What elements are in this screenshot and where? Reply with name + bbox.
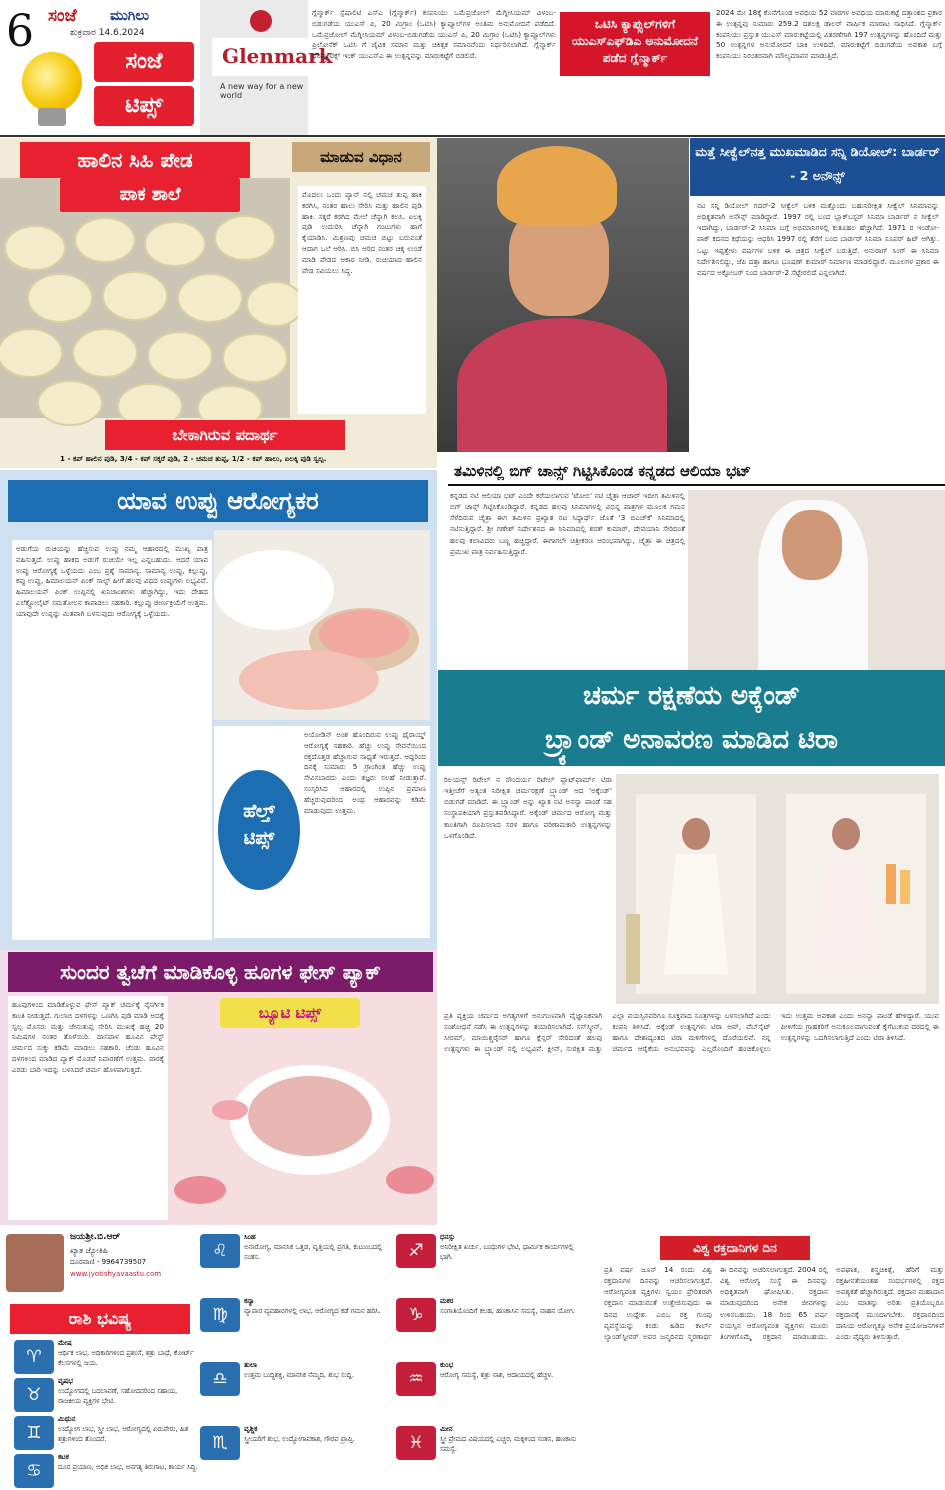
- glenmark-advert: [200, 0, 333, 135]
- horoscope-section: [0, 1228, 600, 1490]
- astrologer-name: ಜಯಶ್ರೀ.ಬಿ.ಆರ್: [70, 1232, 121, 1242]
- issue-date: ಶುಕ್ರವಾರ 14.6.2024: [70, 28, 145, 38]
- section-label-tips: ಟಿಪ್ಸ್: [94, 86, 194, 126]
- zodiac-sign-12: [392, 1424, 582, 1486]
- tamil-headline: ತಮಿಳಿನಲ್ಲಿ ಬಿಗ್ ಚಾನ್ಸ್ ಗಿಟ್ಟಿಸಿಕೊಂಡ ಕನ್ನಡದ ಆಲಿಯಾ ಭಟ್: [448, 456, 945, 486]
- glenmark-logo: [212, 38, 333, 76]
- zodiac-sign-prediction: ಆರ್ಥಿಕ ಲಾಭ, ಅಧಿಕಾರಿಗಳಿಂದ ಪ್ರಶಂಸೆ, ಶತ್ರು ಬಾಧೆ, ಕೋರ್ಟ್ ಕೆಲಸಗಳಲ್ಲಿ ಜಯ.: [58, 1349, 194, 1367]
- zodiac-sign-prediction: ಉದ್ಯೋಗದಲ್ಲಿ ಬದಲಾವಣೆ, ಸಹೋದರರಿಂದ ಸಹಾಯ, ರಾಜಕೀಯ ವ್ಯಕ್ತಿಗಳ ಭೇಟಿ.: [58, 1387, 178, 1405]
- zodiac-sign-3: [10, 1414, 200, 1452]
- zodiac-glyph-icon: ♒: [396, 1362, 436, 1396]
- recipe-method-text: ಮೊದಲು ಒಂದು ಪ್ಯಾನ್ ನಲ್ಲಿ ಚಮಚ ತುಪ್ಪ ಹಾಕಿ ಕರಗಿಸಿ, ನಂತರ ಹಾಲು ಸೇರಿಸಿ ಮತ್ತು ಹಾಲಿನ ಪುಡಿ ಹಾಕಿ. ಸಕ್ಕರೆ ಕರಗಿದ ಮೇಲೆ ಚೆನ್ನಾಗಿ ಕಲಸಿ. ಏಲಕ್ಕಿ ಪುಡಿ ಉದುರಿಸಿ ಚೆನ್ನಾಗಿ ಗಂಟುಗಳು ಹಾಗೆ ಕೈಯಾಡಿಸಿ. ಮಿಶ್ರಣವು ಚಮಚ ಬಿಟ್ಟು ಬರುವಂತೆ ಆದಾಗ ಒಲೆ ಆರಿಸಿ. ಬಿಸಿ ಆರಿದ ನಂತರ ಚಿಕ್ಕ ಉಂಡೆ ಮಾಡಿ ಪೇಡದ ಆಕಾರ ನೀಡಿ. ರುಚಿಯಾದ ಹಾಲಿನ ಪೇಡ ಸವಿಯಲು ಸಿದ್ಧ.: [298, 186, 426, 414]
- salt-photo: [214, 530, 430, 720]
- zodiac-sign-name: ಕಟಕ: [58, 1453, 69, 1461]
- health-tips-badge: [218, 770, 300, 890]
- actress-face: [782, 510, 842, 580]
- zodiac-sign-prediction: ಅನಾರೋಗ್ಯ, ಮಾನಸಿಕ ಒತ್ತಡ, ವೃತ್ತಿಯಲ್ಲಿ ಪ್ರಗತಿ, ಕುಟುಂಬದಲ್ಲಿ ಸಂತಸ.: [244, 1243, 383, 1261]
- zodiac-sign-4: [10, 1452, 200, 1490]
- blood-donor-article: ಪ್ರತಿ ವರ್ಷ ಜೂನ್ 14 ರಂದು ವಿಶ್ವ ರಕ್ತದಾನಿಗಳ ದಿನವನ್ನು ಆಚರಿಸಲಾಗುತ್ತದೆ. ಆರೋಗ್ಯವಂತ ವ್ಯಕ್ತಿಗಳು ಸ್ವಯಂ ಪ್ರೇರಿತರಾಗಿ ರಕ್ತದಾನ ಮಾಡುವಂತೆ ಉತ್ತೇಜಿಸುವುದು ಈ ದಿನದ ಉದ್ದೇಶ. ಎಬಿಒ ರಕ್ತ ಗುಂಪು ವ್ಯವಸ್ಥೆಯನ್ನು ಕಂಡು ಹಿಡಿದ ಕಾರ್ಲ್ ಲ್ಯಾಂಡ್‌ಸ್ಟೀನರ್ ಅವರ ಜನ್ಮದಿನದ ಸ್ಮರಣಾರ್ಥ ಈ ದಿನವನ್ನು ಆಚರಿಸಲಾಗುತ್ತದೆ. 2004 ರಲ್ಲಿ ವಿಶ್ವ ಆರೋಗ್ಯ ಸಂಸ್ಥೆ ಈ ದಿನವನ್ನು ಅಧಿಕೃತವಾಗಿ ಘೋಷಿಸಿತು. ರಕ್ತದಾನ ಮಾಡುವುದರಿಂದ ಅನೇಕ ಜೀವಗಳನ್ನು ಉಳಿಸಬಹುದು. 18 ರಿಂದ 65 ವರ್ಷ ವಯಸ್ಸಿನ ಆರೋಗ್ಯವಂತ ವ್ಯಕ್ತಿಗಳು ಮೂರು ತಿಂಗಳಿಗೊಮ್ಮೆ ರಕ್ತದಾನ ಮಾಡಬಹುದು. ಅಪಘಾತ, ಶಸ್ತ್ರಚಿಕಿತ್ಸೆ, ಹೆರಿಗೆ ಮತ್ತು ರಕ್ತಹೀನತೆಯಂತಹ ಸಂದರ್ಭಗಳಲ್ಲಿ ರಕ್ತದ ಅವಶ್ಯಕತೆ ಹೆಚ್ಚಾಗಿರುತ್ತದೆ. ರಕ್ತದಾನ ಮಹಾದಾನ ಎಂಬ ಮಾತನ್ನು ಅರಿತು ಪ್ರತಿಯೊಬ್ಬರೂ ರಕ್ತದಾನಕ್ಕೆ ಮುಂದಾಗಬೇಕು. ರಕ್ತದಾನದಿಂದ ದಾನಿಯ ಆರೋಗ್ಯಕ್ಕೂ ಅನೇಕ ಪ್ರಯೋಜನಗಳಿವೆ ಎಂದು ವೈದ್ಯರು ತಿಳಿಸುತ್ತಾರೆ.: [604, 1265, 944, 1341]
- zodiac-sign-prediction: ಸ್ತ್ರೀಯರಿಗೆ ಶುಭ, ಉದ್ಯೋಗಾವಕಾಶ, ಗೌರವ ಪ್ರಾಪ್ತಿ.: [244, 1435, 355, 1443]
- astrologer-title: ಖ್ಯಾತ ಜ್ಯೋತಿಷಿ: [70, 1246, 108, 1255]
- zodiac-glyph-icon: ♐: [396, 1234, 436, 1268]
- zodiac-sign-name: ಮಿಥುನ: [58, 1415, 76, 1423]
- facepack-text: ಹೂವುಗಳಿಂದ ಮಾಡಿಕೊಳ್ಳುವ ಫೇಸ್ ಪ್ಯಾಕ್ ಚರ್ಮಕ್ಕೆ ನೈಸರ್ಗಿಕ ಕಾಂತಿ ನೀಡುತ್ತದೆ. ಗುಲಾಬಿ ದಳಗಳನ್ನು ಒಣಗಿಸಿ ಪುಡಿ ಮಾಡಿ ಅದಕ್ಕೆ ಸ್ವಲ್ಪ ಮೊಸರು ಮತ್ತು ಜೇನುತುಪ್ಪ ಸೇರಿಸಿ ಮುಖಕ್ಕೆ ಹಚ್ಚಿ 20 ನಿಮಿಷಗಳ ನಂತರ ತೊಳೆಯಿರಿ. ದಾಸವಾಳ ಹೂವಿನ ಪೇಸ್ಟ್ ಚರ್ಮದ ಸುಕ್ಕು ಕಡಿಮೆ ಮಾಡಲು ಸಹಕಾರಿ. ಚೆಂಡು ಹೂವಿನ ದಳಗಳಿಂದ ಮಾಡಿದ ಪ್ಯಾಕ್ ಮೊಡವೆ ನಿವಾರಣೆಗೆ ಉತ್ತಮ. ವಾರಕ್ಕೆ ಎರಡು ಬಾರಿ ಇದನ್ನು ಬಳಸಿದರೆ ಚರ್ಮ ಹೊಳಪಾಗುತ್ತದೆ.: [8, 996, 168, 1220]
- brand-suffix: ಮುಗಿಲು: [110, 8, 149, 24]
- zodiac-sign-11: [392, 1360, 582, 1422]
- astrologer-website[interactable]: www.jyotishyavaastu.com: [70, 1270, 162, 1278]
- zodiac-sign-prediction: ಉದ್ಯೋಗ ಲಾಭ, ಸ್ತ್ರೀ ಲಾಭ, ಆರೋಗ್ಯದಲ್ಲಿ ಏರುಪೇರು, ಹಿತ ಶತ್ರುಗಳಿಂದ ತೊಂದರೆ.: [58, 1425, 189, 1443]
- skincare-body: ಪ್ರತಿ ವ್ಯಕ್ತಿಯ ಚರ್ಮದ ಅಗತ್ಯಗಳಿಗೆ ಅನುಗುಣವಾಗಿ ವೈಜ್ಞಾನಿಕವಾಗಿ ಸಂಶೋಧನೆ ನಡೆಸಿ ಈ ಉತ್ಪನ್ನಗಳನ್ನು ತಯಾರಿಸಲಾಗಿದೆ. ಸನ್‌ಸ್ಕ್ರೀನ್, ಸೀರಮ್, ಮಾಯಿಶ್ಚರೈಸರ್ ಹಾಗೂ ಕ್ಲೆನ್ಸರ್ ಸೇರಿದಂತೆ ಹಲವು ಉತ್ಪನ್ನಗಳು ಈ ಬ್ರ್ಯಾಂಡ್ ನಲ್ಲಿ ಲಭ್ಯವಿವೆ. ಕ್ಲೀನ್, ಸುರಕ್ಷಿತ ಮತ್ತು ಎಲ್ಲಾ ವಯಸ್ಸಿನವರಿಗೂ ಸೂಕ್ತವಾದ ಸೂತ್ರಗಳನ್ನು ಬಳಸಲಾಗಿದೆ ಎಂದು ಕಂಪನಿ ತಿಳಿಸಿದೆ. ಅಕ್ಕೆಂಡ್ ಉತ್ಪನ್ನಗಳು ಟಿರಾ ಆಪ್, ವೆಬ್‌ಸೈಟ್ ಹಾಗೂ ದೇಶಾದ್ಯಂತದ ಟಿರಾ ಮಳಿಗೆಗಳಲ್ಲಿ ದೊರೆಯಲಿವೆ. ನನ್ನ ಚರ್ಮದ ಆರೈಕೆಯ ಅನುಭವವನ್ನು ಎಲ್ಲರೊಂದಿಗೆ ಹಂಚಿಕೊಳ್ಳಲು ಇದು ಉತ್ತಮ ಅವಕಾಶ ಎಂದು ಅನನ್ಯಾ ಪಾಂಡೆ ಹೇಳಿದ್ದಾರೆ. ಯುವ ಪೀಳಿಗೆಯ ಗ್ರಾಹಕರಿಗೆ ಅನುಕೂಲವಾಗುವಂತೆ ಕೈಗೆಟುಕುವ ದರದಲ್ಲಿ ಈ ಉತ್ಪನ್ನಗಳನ್ನು ಒದಗಿಸಲಾಗುತ್ತಿದೆ ಎಂದು ಟಿರಾ ತಿಳಿಸಿದೆ.: [444, 1011, 939, 1054]
- zodiac-sign-8: [196, 1424, 386, 1486]
- pink-salt-image: [214, 530, 430, 720]
- salt-title: ಯಾವ ಉಪ್ಪು ಆರೋಗ್ಯಕರ: [8, 480, 428, 522]
- zodiac-sign-prediction: ಆರೋಗ್ಯ ಸಮಸ್ಯೆ, ಶತ್ರು ನಾಶ, ಆದಾಯದಲ್ಲಿ ಹೆಚ್ಚಳ.: [440, 1371, 554, 1379]
- zodiac-glyph-icon: ♈: [14, 1340, 54, 1374]
- zodiac-sign-prediction: ಅನಿರೀಕ್ಷಿತ ಖರ್ಚು, ಬಂಧುಗಳ ಭೇಟಿ, ಧಾರ್ಮಿಕ ಕಾರ್ಯಗಳಲ್ಲಿ ಭಾಗಿ.: [440, 1243, 574, 1261]
- method-title: ಮಾಡುವ ವಿಧಾನ: [292, 142, 430, 172]
- zodiac-sign-9: [392, 1232, 582, 1294]
- skincare-section: [438, 670, 945, 1225]
- tamil-article-text: ಕನ್ನಡದ ನಟಿ ಆಲಿಯಾ ಭಟ್ ಎಂದೇ ಕರೆಯಲಾಗುವ 'ಟೋಬಿ' ನಟಿ ಚೈತ್ರಾ ಆಚಾರ್ ಇದೀಗ ತಮಿಳಿನಲ್ಲಿ ಬಿಗ್ ಚಾನ್ಸ್ ಗಿಟ್ಟಿಸಿಕೊಂಡಿದ್ದಾರೆ. ಕನ್ನಡದ ಹಲವು ಸಿನಿಮಾಗಳಲ್ಲಿ ವಿಭಿನ್ನ ಪಾತ್ರಗಳ ಮೂಲಕ ಗಮನ ಸೆಳೆದಿರುವ ಚೈತ್ರಾ ಈಗ ತಮಿಳಿನ ಪ್ರಖ್ಯಾತ ನಟ ಸಿದ್ಧಾರ್ಥ್ ಜೊತೆ '3 ಬಿಎಚ್‌ಕೆ' ಸಿನಿಮಾದಲ್ಲಿ ನಟಿಸುತ್ತಿದ್ದಾರೆ. ಶ್ರೀ ಗಣೇಶ್ ನಿರ್ದೇಶನದ ಈ ಸಿನಿಮಾದಲ್ಲಿ ಶರತ್ ಕುಮಾರ್, ದೇವಯಾನಿ ಸೇರಿದಂತೆ ಹಲವು ಕಲಾವಿದರು ಬಣ್ಣ ಹಚ್ಚಿದ್ದಾರೆ. ಈಗಾಗಲೇ ಚಿತ್ರೀಕರಣ ಆರಂಭವಾಗಿದ್ದು, ಚೈತ್ರಾ ಈ ಚಿತ್ರದಲ್ಲಿ ಪ್ರಮುಖ ಪಾತ್ರ ನಿರ್ವಹಿಸುತ್ತಿದ್ದಾರೆ.: [450, 491, 685, 556]
- zodiac-glyph-icon: ♍: [200, 1298, 240, 1332]
- zodiac-glyph-icon: ♉: [14, 1378, 54, 1412]
- zodiac-sign-prediction: ದೂರ ಪ್ರಯಾಣ, ಅಧಿಕ ಲಾಭ, ಅನಗತ್ಯ ತಿರುಗಾಟ, ಕಾರ್ಯ ಸಿದ್ಧಿ.: [58, 1463, 198, 1471]
- brand-name: ಸಂಜೆ: [48, 6, 77, 26]
- top-news-article: [312, 4, 942, 135]
- glenmark-logo-icon: [250, 10, 272, 32]
- skincare-launch-photo: [616, 774, 939, 1004]
- lightbulb-icon: [22, 52, 82, 112]
- skincare-title-line1: ಚರ್ಮ ರಕ್ಷಣೆಯ ಅಕ್ಕೆಂಡ್: [583, 681, 800, 711]
- zodiac-sign-name: ಸಿಂಹ: [244, 1233, 256, 1241]
- zodiac-sign-1: [10, 1338, 200, 1376]
- skincare-title: [438, 670, 945, 766]
- zodiac-sign-name: ಮೀನ: [440, 1425, 453, 1433]
- ingredients-list: 1 - ಕಪ್ ಹಾಲಿನ ಪುಡಿ, 3/4 - ಕಪ್ ಸಕ್ಕರೆ ಪುಡಿ, 2 - ಚಮಚ ತುಪ್ಪ, 1/2 - ಕಪ್ ಹಾಲು, ಏಲಕ್ಕಿ ಪುಡಿ ಸ್ವಲ್ಪ.: [60, 454, 327, 463]
- sunny-headline: ಮತ್ತೆ ಸೀಕ್ವೆಲ್‌ನತ್ತ ಮುಖಮಾಡಿದ ಸನ್ನಿ ಡಿಯೋಲ್: ಬಾರ್ಡರ್ - 2 ಅನೌನ್ಸ್: [690, 138, 945, 196]
- recipe-title: ಹಾಲಿನ ಸಿಹಿ ಪೇಡ: [20, 142, 250, 178]
- milk-peda-image: [0, 178, 290, 418]
- zodiac-glyph-icon: ♎: [200, 1362, 240, 1396]
- zodiac-sign-prediction: ಸಂಗಾತಿಯೊಂದಿಗೆ ಕಲಹ, ಹಣಕಾಸಿನ ಸಮಸ್ಯೆ, ವಾಹನ ಯೋಗ.: [440, 1307, 575, 1315]
- skincare-title-line2: ಬ್ರ್ಯಾಂಡ್ ಅನಾವರಣ ಮಾಡಿದ ಟಿರಾ: [545, 725, 838, 755]
- zodiac-sign-prediction: ಉತ್ತಮ ಬುದ್ಧಿಶಕ್ತಿ, ಮಾನಸಿಕ ನೆಮ್ಮದಿ, ಶುಭ ಸುದ್ದಿ.: [244, 1371, 354, 1379]
- zodiac-sign-name: ಮೇಷ: [58, 1339, 72, 1347]
- shirt-shape: [457, 318, 667, 452]
- zodiac-sign-prediction: ವ್ಯಾಪಾರ ವ್ಯವಹಾರಗಳಲ್ಲಿ ಲಾಭ, ಆರೋಗ್ಯದ ಕಡೆ ಗಮನ ಹರಿಸಿ.: [244, 1307, 381, 1315]
- top-news-left-text: ಗ್ಲೆನ್ಮಾರ್ಕ್ ಸ್ಪೆಷಾಲಿಟಿ ಎಸ್‌ಎ (ಗ್ಲೆನ್ಮಾರ್ಕ್) ಕಂಪನಿಯು ಒಮೆಪ್ರಜೋಲ್ ಮೆಗ್ನೀಸಿಯಮ್ ವಿಳಂಬ-ಬಿಡುಗಡೆಯ ಯುಎಸ್ ಪಿ, 20 ಮಿಗ್ರಾಂ (ಒಟಿಸಿ) ಕ್ಯಾಪ್ಸೂಲ್‌ಗಳ ಅಂತಿಮ ಅನುಮೋದನೆ ಪಡೆದಿದೆ. ಒಮೆಪ್ರಜೋಲ್ ಮೆಗ್ನೀಸಿಯಮ್ ವಿಳಂಬ-ಬಿಡುಗಡೆಯ ಯುಎಸ್ ಪಿ, 20 ಮಿಗ್ರಾಂ (ಒಟಿಸಿ) ಕ್ಯಾಪ್ಸೂಲ್‌ಗಳು ಪ್ರಿಲೋಸೆಕ್ ಒಟಿಸಿ ಗೆ ಜೈವಿಕ ಸಮಾನ ಮತ್ತು ಚಿಕಿತ್ಸಕ ಸಮಾನವೆಂದು ನಿರ್ಧರಿಸಲಾಗಿದೆ. ಗ್ಲೆನ್ಮಾರ್ಕ್ ಥೆರಪ್ಯೂಟಿಕ್ಸ್ ಇಂಕ್ ಯುಎಸ್‌ಎ ಈ ಉತ್ಪನ್ನವನ್ನು ಮಾರುಕಟ್ಟೆಗೆ ಬಿಡಲಿದೆ.: [312, 8, 556, 61]
- sunny-deol-photo: [437, 138, 689, 452]
- astrologer-phone: ದೂರವಾಣಿ - 9964739507: [70, 1258, 147, 1266]
- sunny-article-text: ನಟ ಸನ್ನಿ ಡಿಯೋಲ್ ಗದರ್-2 ಸೀಕ್ವೆಲ್ ಬಳಿಕ ಮತ್ತೊಂದು ಬಹುನಿರೀಕ್ಷಿತ ಸೀಕ್ವೆಲ್ ಸಿನಿಮಾವನ್ನು ಅಧಿಕೃತವಾಗಿ ಅನೌನ್ಸ್ ಮಾಡಿದ್ದಾರೆ. 1997 ರಲ್ಲಿ ಬಂದ ಬ್ಲಾಕ್‌ಬಸ್ಟರ್ ಸಿನಿಮಾ ಬಾರ್ಡರ್ ನ ಸೀಕ್ವೆಲ್ ಇದಾಗಿದ್ದು, ಬಾರ್ಡರ್-2 ಸಿನಿಮಾ ಬಗ್ಗೆ ಅಭಿಮಾನಿಗಳಲ್ಲಿ ಕುತೂಹಲ ಹೆಚ್ಚಾಗಿದೆ. 1971 ರ ಇಂಡೋ-ಪಾಕ್ ಕದನದ ಕಥೆಯನ್ನು ಆಧರಿಸಿ 1997 ರಲ್ಲಿ ತೆರೆಗೆ ಬಂದ ಬಾರ್ಡರ್ ಸಿನಿಮಾ ಸೂಪರ್ ಹಿಟ್ ಆಗಿತ್ತು. ಒಟ್ಟು ಇಪ್ಪತ್ತೇಳು ವರ್ಷಗಳ ಬಳಿಕ ಈ ಚಿತ್ರದ ಸೀಕ್ವೆಲ್ ಬರುತ್ತಿದೆ. ಅನುರಾಗ್ ಸಿಂಗ್ ಈ ಸಿನಿಮಾ ನಿರ್ದೇಶಿಸಲಿದ್ದು, ಜೆಪಿ ದತ್ತಾ ಹಾಗೂ ಭೂಷಣ್ ಕುಮಾರ್ ನಿರ್ಮಾಣ ಮಾಡಲಿದ್ದಾರೆ. ಮೂಲಗಳ ಪ್ರಕಾರ ಈ ವರ್ಷದ ಅಕ್ಟೋಬರ್ ನಿಂದ ಬಾರ್ಡರ್-2 ಸೆಟ್ಟೇರಲಿದೆ ಎನ್ನಲಾಗಿದೆ.: [697, 201, 939, 277]
- page-number: 6: [6, 6, 34, 57]
- facepack-title: ಸುಂದರ ತ್ವಚೆಗೆ ಮಾಡಿಕೊಳ್ಳಿ ಹೂಗಳ ಫೇಸ್ ಪ್ಯಾಕ್: [8, 952, 433, 992]
- zodiac-sign-prediction: ಸ್ತ್ರೀ ಪ್ರೇಮದ ವಿಷಯದಲ್ಲಿ ಎಚ್ಚರ, ಮಕ್ಕಳಿಂದ ಸಂತಸ, ಹಣಕಾಸು ಸಮಸ್ಯೆ.: [440, 1435, 577, 1453]
- horoscope-title: ರಾಶಿ ಭವಿಷ್ಯ: [10, 1304, 190, 1334]
- masthead: [0, 0, 200, 135]
- zodiac-glyph-icon: ♑: [396, 1298, 436, 1332]
- actress-photo: [688, 490, 945, 670]
- zodiac-glyph-icon: ♊: [14, 1416, 54, 1450]
- zodiac-sign-10: [392, 1296, 582, 1358]
- top-news-headline: ಒಟಿಸಿ ಕ್ಯಾಪ್ಸುಲ್‌ಗಳಿಗೆ ಯುಎಸ್‌ಎಫ್‌ಡಿಎ ಅನುಮೋದನೆ ಪಡೆದ ಗ್ಲೆನ್ಮಾರ್ಕ್: [560, 12, 710, 76]
- recipe-photo: [0, 178, 290, 418]
- turban-shape: [497, 146, 617, 226]
- zodiac-sign-name: ತುಲಾ: [244, 1361, 257, 1369]
- zodiac-glyph-icon: ♏: [200, 1426, 240, 1460]
- recipe-section: [0, 138, 437, 468]
- beauty-tips-label: ಬ್ಯೂಟಿ ಟಿಪ್ಸ್: [220, 998, 360, 1028]
- section-label-sanje: ಸಂಜೆ: [94, 42, 194, 82]
- zodiac-sign-2: [10, 1376, 200, 1414]
- health-badge-line1: ಹೆಲ್ತ್: [243, 801, 275, 822]
- blood-donor-title: ವಿಶ್ವ ರಕ್ತದಾನಿಗಳ ದಿನ: [660, 1236, 810, 1260]
- zodiac-sign-name: ಧನಸ್ಸು: [440, 1233, 456, 1241]
- kitchen-label: ಪಾಕ ಶಾಲೆ: [60, 178, 240, 212]
- salt-section: [0, 470, 437, 950]
- zodiac-sign-name: ಕುಂಭ: [440, 1361, 454, 1369]
- zodiac-sign-7: [196, 1360, 386, 1422]
- astrologer-photo: [6, 1234, 64, 1292]
- zodiac-sign-6: [196, 1296, 386, 1358]
- zodiac-sign-name: ವೃಷಭ: [58, 1377, 73, 1385]
- lightbulb-base-icon: [38, 108, 66, 126]
- top-news-right-text: 2024 ಮೇ 18ಕ್ಕೆ ಕೊನೆಗೊಂಡ ಅವಧಿಯ 52 ವಾರಗಳ ಅವಧಿಯ ಮಾರುಕಟ್ಟೆ ದತ್ತಾಂಶದ ಪ್ರಕಾರ ಈ ಉತ್ಪನ್ನವು ಸುಮಾರು 259.2 ದಶಲಕ್ಷ ಡಾಲರ್ ವಾರ್ಷಿಕ ಮಾರಾಟ ಸಾಧಿಸಿದೆ. ಗ್ಲೆನ್ಮಾರ್ಕ್ ಕಂಪನಿಯು ಪ್ರಸ್ತುತ ಯುಎಸ್ ಮಾರುಕಟ್ಟೆಯಲ್ಲಿ ವಿತರಣೆಗಾಗಿ 197 ಉತ್ಪನ್ನಗಳನ್ನು ಹೊಂದಿದೆ ಮತ್ತು 50 ಉತ್ಪನ್ನಗಳ ಅನುಮೋದನೆ ಬಾಕಿ ಉಳಿದಿದೆ. ಮಾರುಕಟ್ಟೆಗೆ ಬಿಡುಗಡೆಯ ಅವಕಾಶ ಬಗ್ಗೆ ಕಂಪನಿಯು ನಿರಂತರವಾಗಿ ಮೌಲ್ಯಮಾಪನ ಮಾಡುತ್ತಿದೆ.: [716, 8, 942, 61]
- health-badge-line2: ಟಿಪ್ಸ್: [243, 828, 275, 849]
- zodiac-sign-name: ವೃಶ್ಚಿಕ: [244, 1425, 258, 1433]
- glenmark-logo-text: Glenmark: [222, 44, 333, 68]
- glenmark-tagline: A new way for a new world: [220, 82, 304, 100]
- divider: [0, 135, 945, 137]
- zodiac-sign-name: ಕನ್ಯಾ: [244, 1297, 255, 1305]
- salt-article-right: ಅಯೋಡಿನ್ ಅಂಶ ಹೊಂದಿರುವ ಉಪ್ಪು ಥೈರಾಯ್ಡ್ ಆರೋಗ್ಯಕ್ಕೆ ಸಹಕಾರಿ. ಹೆಚ್ಚು ಉಪ್ಪು ಸೇವನೆಯಿಂದ ರಕ್ತದೊತ್ತಡ ಹೆಚ್ಚಾಗುವ ಸಾಧ್ಯತೆ ಇರುತ್ತದೆ. ಆದ್ದರಿಂದ ದಿನಕ್ಕೆ ಸುಮಾರು 5 ಗ್ರಾಂಗಿಂತ ಹೆಚ್ಚು ಉಪ್ಪು ಸೇವಿಸಬಾರದು ಎಂದು ತಜ್ಞರು ಸಲಹೆ ನೀಡುತ್ತಾರೆ. ಸಂಸ್ಕರಿಸಿದ ಆಹಾರದಲ್ಲಿ ಉಪ್ಪಿನ ಪ್ರಮಾಣ ಹೆಚ್ಚಿರುವುದರಿಂದ ಅಂಥ ಆಹಾರವನ್ನು ಕಡಿಮೆ ಮಾಡುವುದು ಉತ್ತಮ.: [214, 726, 430, 938]
- zodiac-glyph-icon: ♓: [396, 1426, 436, 1460]
- astrologer-card: [2, 1228, 192, 1298]
- zodiac-glyph-icon: ♌: [200, 1234, 240, 1268]
- skincare-intro: ರಿಲಯನ್ಸ್ ರಿಟೇಲ್ ನ ಸೌಂದರ್ಯ ರಿಟೇಲ್ ಪ್ಲಾಟ್‌ಫಾರ್ಮ್ ಟಿರಾ ಇತ್ತೀಚೆಗೆ ಅತ್ಯಂತ ನಿರೀಕ್ಷಿತ ಚರ್ಮರಕ್ಷಣೆ ಬ್ರ್ಯಾಂಡ್ ಆದ 'ಅಕ್ಕೆಂಡ್' ಬಿಡುಗಡೆ ಮಾಡಿದೆ. ಈ ಬ್ರ್ಯಾಂಡ್ ಅನ್ನು ಖ್ಯಾತ ನಟಿ ಅನನ್ಯಾ ಪಾಂಡೆ ಸಹ ಸಂಸ್ಥಾಪಕಿಯಾಗಿ ಪ್ರಸ್ತುತಪಡಿಸಿದ್ದಾರೆ. ಅಕ್ಕೆಂಡ್ ಚರ್ಮದ ಆರೋಗ್ಯ ಮತ್ತು ಕಾಂತಿಗಾಗಿ ರೂಪಿಸಲಾದ ಸರಳ ಹಾಗೂ ಪರಿಣಾಮಕಾರಿ ಉತ್ಪನ್ನಗಳನ್ನು ಒಳಗೊಂಡಿದೆ.: [444, 775, 612, 840]
- zodiac-sign-name: ಮಕರ: [440, 1297, 454, 1305]
- ingredients-title: ಬೇಕಾಗಿರುವ ಪದಾರ್ಥ: [105, 420, 345, 450]
- zodiac-glyph-icon: ♋: [14, 1454, 54, 1488]
- zodiac-sign-5: [196, 1232, 386, 1294]
- launch-event-image: [616, 774, 939, 1004]
- salt-article-left: ಅಡುಗೆಯ ರುಚಿಯನ್ನು ಹೆಚ್ಚಿಸುವ ಉಪ್ಪು ನಮ್ಮ ಆಹಾರದಲ್ಲಿ ಮುಖ್ಯ ಪಾತ್ರ ವಹಿಸುತ್ತದೆ. ಉಪ್ಪು ಹಾಕದ ಅಡುಗೆ ರುಚಿಯೇ ಇಲ್ಲ ಎನ್ನಬಹುದು. ಆದರೆ ಯಾವ ಉಪ್ಪು ಆರೋಗ್ಯಕ್ಕೆ ಒಳ್ಳೆಯದು ಎಂಬ ಪ್ರಶ್ನೆ ಸಾಮಾನ್ಯ. ಸಾಮಾನ್ಯ ಉಪ್ಪು, ಕಲ್ಲುಪ್ಪು, ಕಪ್ಪು ಉಪ್ಪು, ಹಿಮಾಲಯನ್ ಪಿಂಕ್ ಸಾಲ್ಟ್ ಹೀಗೆ ಹಲವು ವಿಧದ ಉಪ್ಪುಗಳು ಲಭ್ಯವಿವೆ. ಹಿಮಾಲಯನ್ ಪಿಂಕ್ ಉಪ್ಪಿನಲ್ಲಿ ಖನಿಜಾಂಶಗಳು ಹೆಚ್ಚಾಗಿದ್ದು, ಇದು ದೇಹದ ಎಲೆಕ್ಟ್ರೋಲೈಟ್ ಸಮತೋಲನ ಕಾಪಾಡಲು ಸಹಕಾರಿ. ಕಲ್ಲುಪ್ಪು ಜೀರ್ಣಕ್ರಿಯೆಗೆ ಉತ್ತಮ. ಯಾವುದೇ ಉಪ್ಪನ್ನು ಮಿತವಾಗಿ ಬಳಸುವುದು ಆರೋಗ್ಯಕ್ಕೆ ಒಳ್ಳೆಯದು.: [12, 540, 212, 940]
